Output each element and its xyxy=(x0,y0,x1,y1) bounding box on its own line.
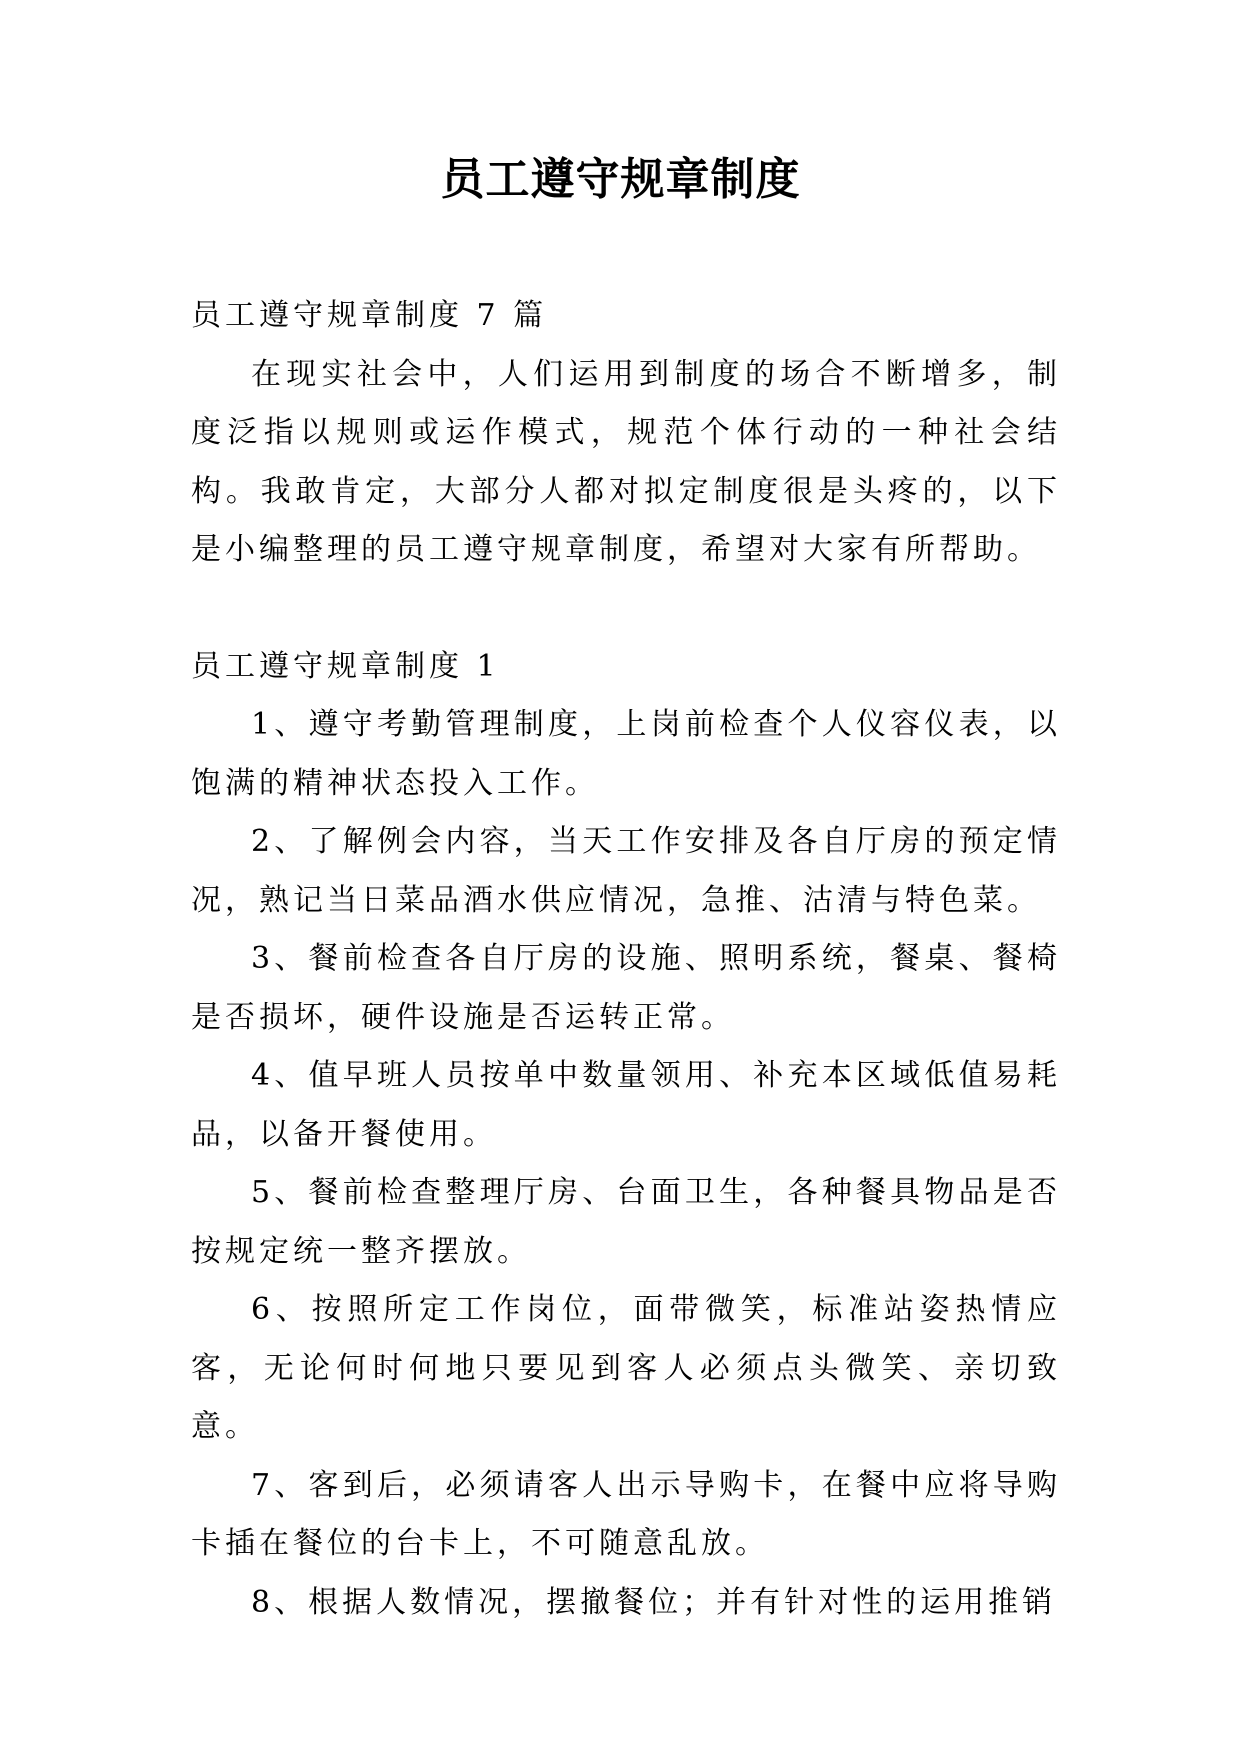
rule-item-5: 5、餐前检查整理厅房、台面卫生，各种餐具物品是否按规定统一整齐摆放。 xyxy=(191,1175,1061,1269)
rule-item-8: 8、根据人数情况，摆撤餐位；并有针对性的运用推销 xyxy=(251,1584,1057,1620)
intro-paragraph: 在现实社会中，人们运用到制度的场合不断增多，制度泛指以规则或运作模式，规范个体行动的一种社会结构。我敢肯定，大部分人都对拟定制度很是头疼的，以下是小编整理的员工遵守规章制度，希望对大家有所帮助。 xyxy=(191,356,1061,567)
rule-item-7: 7、客到后，必须请客人出示导购卡，在餐中应将导购卡插在餐位的台卡上，不可随意乱放。 xyxy=(191,1467,1061,1561)
collection-subtitle: 员工遵守规章制度 7 篇 xyxy=(191,298,548,333)
section-spacer xyxy=(191,580,1061,638)
document-body xyxy=(191,287,1061,1632)
rule-item-6: 6、按照所定工作岗位，面带微笑，标准站姿热情应客，无论何时何地只要见到客人必须点头微笑、亲切致意。 xyxy=(191,1292,1061,1444)
rule-item-1: 1、遵守考勤管理制度，上岗前检查个人仪容仪表，以饱满的精神状态投入工作。 xyxy=(191,707,1061,801)
rule-item-4: 4、值早班人员按单中数量领用、补充本区域低值易耗品，以备开餐使用。 xyxy=(191,1058,1061,1152)
rule-item-2: 2、了解例会内容，当天工作安排及各自厅房的预定情况，熟记当日菜品酒水供应情况，急推、沽清与特色菜。 xyxy=(191,824,1061,918)
section-heading: 员工遵守规章制度 1 xyxy=(191,648,500,684)
document-title: 员工遵守规章制度 xyxy=(440,154,801,205)
rule-item-3: 3、餐前检查各自厅房的设施、照明系统，餐桌、餐椅是否损坏，硬件设施是否运转正常。 xyxy=(191,941,1061,1035)
